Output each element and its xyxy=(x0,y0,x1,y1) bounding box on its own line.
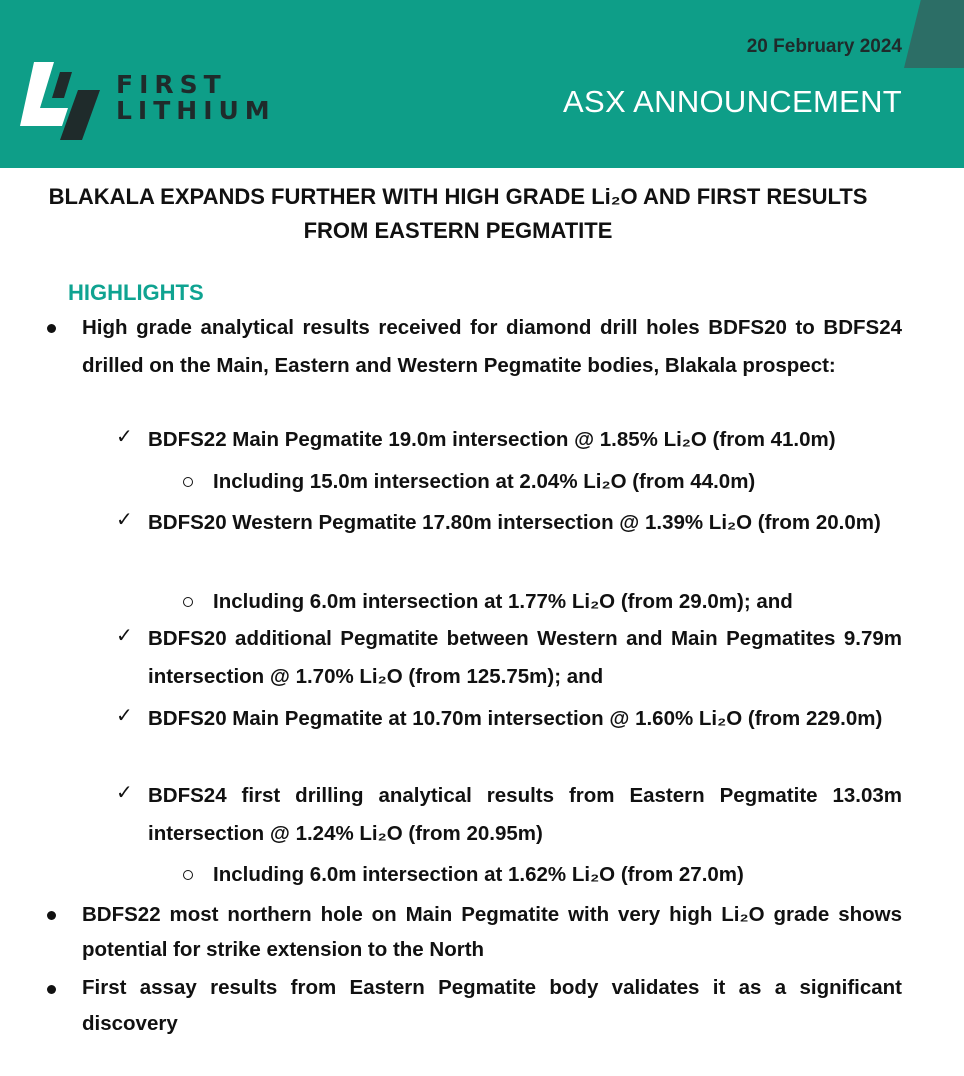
announcement-date: 20 February 2024 xyxy=(746,36,902,57)
bullet-dot-icon xyxy=(47,985,56,994)
hollow-circle-icon xyxy=(183,870,193,880)
check-mark-icon: ✓ xyxy=(116,703,133,727)
check-mark-icon: ✓ xyxy=(116,623,133,647)
list-item: Including 6.0m intersection at 1.77% Li₂O (from 29.0m); and xyxy=(213,590,793,613)
list-item: Including 15.0m intersection at 2.04% Li₂O (from 44.0m) xyxy=(213,470,756,493)
list-item: BDFS22 most northern hole on Main Pegmatite with very high Li₂O grade shows potential for strike extension to the North xyxy=(82,903,902,961)
logo-line-1: FIRST xyxy=(116,70,227,99)
list-item: BDFS24 first drilling analytical results from Eastern Pegmatite 13.03m intersection @ 1.24% Li₂O (from 20.95m) xyxy=(148,784,902,845)
announcement-type: ASX ANNOUNCEMENT xyxy=(563,84,902,119)
list-item: BDFS22 Main Pegmatite 19.0m intersection @ 1.85% Li₂O (from 41.0m) xyxy=(148,428,836,451)
highlights-heading: HIGHLIGHTS xyxy=(68,280,204,305)
list-item: BDFS20 additional Pegmatite between Western and Main Pegmatites 9.79m intersection @ 1.70% Li₂O (from 125.75m); and xyxy=(148,627,902,688)
document-title: BLAKALA EXPANDS FURTHER WITH HIGH GRADE Li₂O AND FIRST RESULTS FROM EASTERN PEGMATITE xyxy=(48,184,868,243)
check-mark-icon: ✓ xyxy=(116,507,133,531)
check-mark-icon: ✓ xyxy=(116,780,133,804)
logo-line-2: LITHIUM xyxy=(116,96,276,125)
hollow-circle-icon xyxy=(183,477,193,487)
hollow-circle-icon xyxy=(183,597,193,607)
bullet-dot-icon xyxy=(47,911,56,920)
list-item: First assay results from Eastern Pegmatite body validates it as a significant discovery xyxy=(82,976,902,1035)
list-item: BDFS20 Western Pegmatite 17.80m intersection @ 1.39% Li₂O (from 20.0m) xyxy=(148,511,881,534)
list-item: Including 6.0m intersection at 1.62% Li₂O (from 27.0m) xyxy=(213,863,744,886)
list-item: High grade analytical results received for diamond drill holes BDFS20 to BDFS24 drilled on the Main, Eastern and Western Pegmatite bodies, Blakala prospect: xyxy=(82,316,902,377)
bullet-dot-icon xyxy=(47,324,56,333)
list-item: BDFS20 Main Pegmatite at 10.70m intersection @ 1.60% Li₂O (from 229.0m) xyxy=(148,707,883,730)
check-mark-icon: ✓ xyxy=(116,424,133,448)
